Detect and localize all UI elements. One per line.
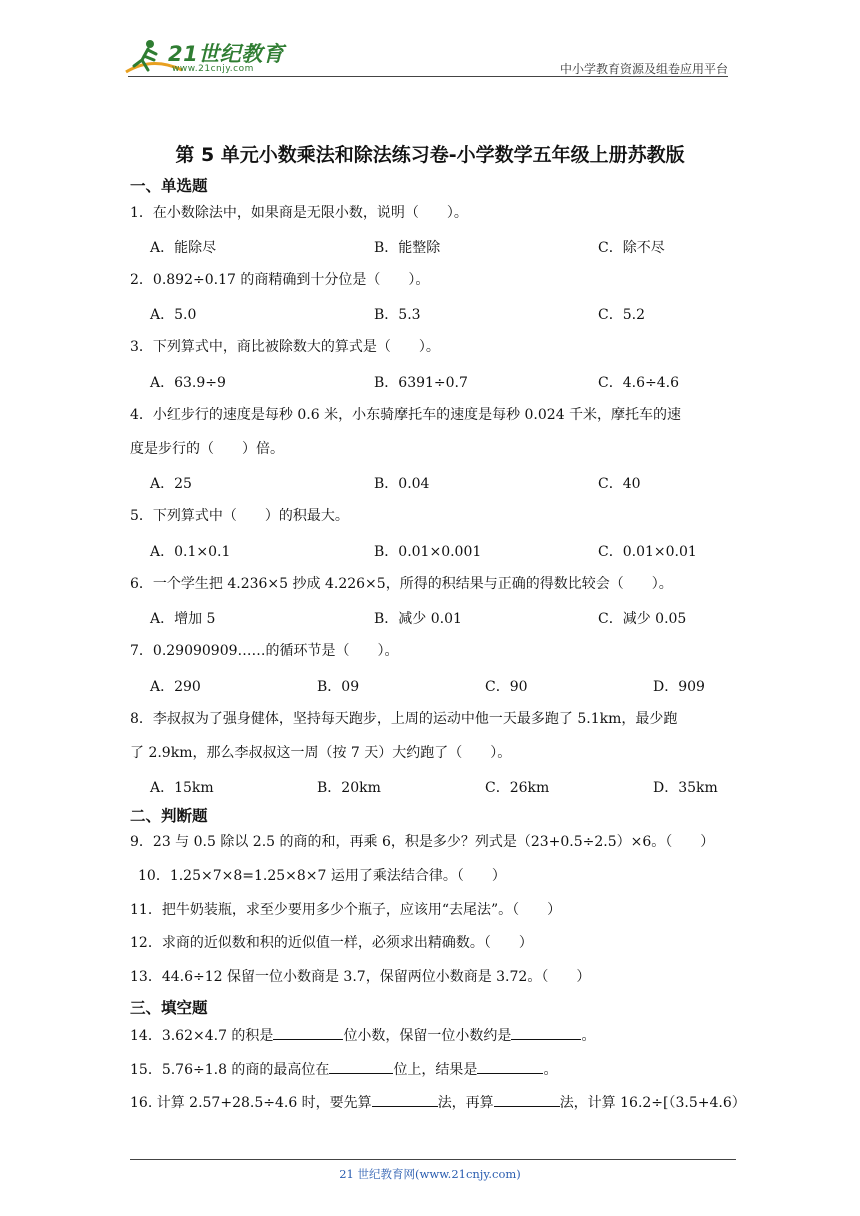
question-16-part1: 16. 计算 2.57+28.5÷4.6 时，要先算 xyxy=(130,1095,372,1111)
question-16-part2: 法，再算 xyxy=(437,1095,494,1111)
section-heading-single-choice: 一、单选题 xyxy=(130,177,208,195)
question-1-option-a: A．能除尽 xyxy=(150,240,217,256)
question-6-stem: 6．一个学生把 4.236×5 抄成 4.226×5，所得的积结果与正确的得数比较会（ ）。 xyxy=(130,576,673,592)
question-15-part3: 。 xyxy=(543,1062,558,1078)
question-2-option-a: A．5.0 xyxy=(150,307,197,323)
question-4-stem-line2: 度是步行的（ ）倍。 xyxy=(130,441,284,457)
question-1-option-b: B．能整除 xyxy=(374,240,441,256)
question-6-option-c: C．减少 0.05 xyxy=(598,611,687,627)
question-15-part1: 15．5.76÷1.8 的商的最高位在 xyxy=(130,1062,330,1078)
answer-blank[interactable] xyxy=(372,1092,438,1107)
question-2-option-b: B．5.3 xyxy=(374,307,421,323)
question-7-option-a: A．290 xyxy=(150,679,201,695)
question-2-stem: 2．0.892÷0.17 的商精确到十分位是（ ）。 xyxy=(130,272,430,288)
section-heading-true-false: 二、判断题 xyxy=(130,807,208,825)
question-1-option-c: C．除不尽 xyxy=(598,240,665,256)
question-10: 10．1.25×7×8=1.25×8×7 运用了乘法结合律。（ ） xyxy=(138,868,506,884)
question-7-option-b: B．09 xyxy=(317,679,360,695)
question-6-option-b: B．减少 0.01 xyxy=(374,611,462,627)
question-9: 9．23 与 0.5 除以 2.5 的商的和，再乘 6，积是多少？列式是（23+0.5÷2.5）×6。（ ） xyxy=(130,834,715,850)
question-8-option-a: A．15km xyxy=(150,780,214,796)
footer-divider xyxy=(130,1159,736,1160)
question-8-option-c: C．26km xyxy=(485,780,550,796)
question-5-option-c: C．0.01×0.01 xyxy=(598,544,697,560)
question-14-part2: 位小数，保留一位小数约是 xyxy=(343,1028,512,1044)
question-5-option-b: B．0.01×0.001 xyxy=(374,544,482,560)
answer-blank[interactable] xyxy=(477,1059,543,1074)
platform-tagline: 中小学教育资源及组卷应用平台 xyxy=(559,62,728,76)
question-7-stem: 7．0.29090909……的循环节是（ ）。 xyxy=(130,643,399,659)
question-15 xyxy=(130,1053,736,1087)
question-3-option-b: B．6391÷0.7 xyxy=(374,375,468,391)
question-8-stem-line2: 了 2.9km，那么李叔叔这一周（按 7 天）大约跑了（ ）。 xyxy=(130,745,512,761)
question-12: 12．求商的近似数和积的近似值一样，必须求出精确数。（ ） xyxy=(130,935,533,951)
question-4-option-a: A．25 xyxy=(150,476,192,492)
question-6-option-a: A．增加 5 xyxy=(150,611,216,627)
logo-url: www.21cnjy.com xyxy=(172,64,254,74)
answer-blank[interactable] xyxy=(329,1059,393,1074)
question-2-option-c: C．5.2 xyxy=(598,307,645,323)
question-16-part3: 法，计算 16.2÷[（3.5+4.6） xyxy=(559,1095,746,1111)
header-divider xyxy=(128,76,728,77)
question-11: 11．把牛奶装瓶，求至少要用多少个瓶子，应该用“去尾法”。（ ） xyxy=(130,902,562,918)
question-3-stem: 3．下列算式中，商比被除数大的算式是（ ）。 xyxy=(130,339,440,355)
question-4-stem-line1: 4．小红步行的速度是每秒 0.6 米，小东骑摩托车的速度是每秒 0.024 千米，摩托车的速 xyxy=(130,407,682,423)
question-8-option-d: D．35km xyxy=(653,780,718,796)
question-8-stem-line1: 8．李叔叔为了强身健体，坚持每天跑步，上周的运动中他一天最多跑了 5.1km，最少跑 xyxy=(130,711,678,727)
question-7-option-d: D．909 xyxy=(653,679,705,695)
question-16 xyxy=(130,1086,746,1120)
question-7-option-c: C．90 xyxy=(485,679,528,695)
answer-blank[interactable] xyxy=(273,1025,343,1040)
question-5-option-a: A．0.1×0.1 xyxy=(150,544,231,560)
question-5-stem: 5．下列算式中（ ）的积最大。 xyxy=(130,508,349,524)
question-3-option-c: C．4.6÷4.6 xyxy=(598,375,679,391)
question-4-option-c: C．40 xyxy=(598,476,641,492)
answer-blank[interactable] xyxy=(511,1025,581,1040)
question-14-part3: 。 xyxy=(581,1028,596,1044)
question-15-part2: 位上，结果是 xyxy=(393,1062,478,1078)
question-1-stem: 1．在小数除法中，如果商是无限小数，说明（ ）。 xyxy=(130,205,468,221)
footer-link[interactable]: 21 世纪教育网(www.21cnjy.com) xyxy=(339,1167,521,1181)
question-4-option-b: B．0.04 xyxy=(374,476,430,492)
answer-blank[interactable] xyxy=(494,1092,560,1107)
section-heading-fill-blank: 三、填空题 xyxy=(130,999,208,1017)
logo-text: 21世纪教育 xyxy=(168,42,285,66)
page-title: 第 5 单元小数乘法和除法练习卷-小学数学五年级上册苏教版 xyxy=(175,144,685,166)
question-8-option-b: B．20km xyxy=(317,780,381,796)
question-13: 13．44.6÷12 保留一位小数商是 3.7，保留两位小数商是 3.72。（ ） xyxy=(130,969,591,985)
question-14 xyxy=(130,1019,736,1053)
question-3-option-a: A．63.9÷9 xyxy=(150,375,226,391)
question-14-part1: 14．3.62×4.7 的积是 xyxy=(130,1028,274,1044)
